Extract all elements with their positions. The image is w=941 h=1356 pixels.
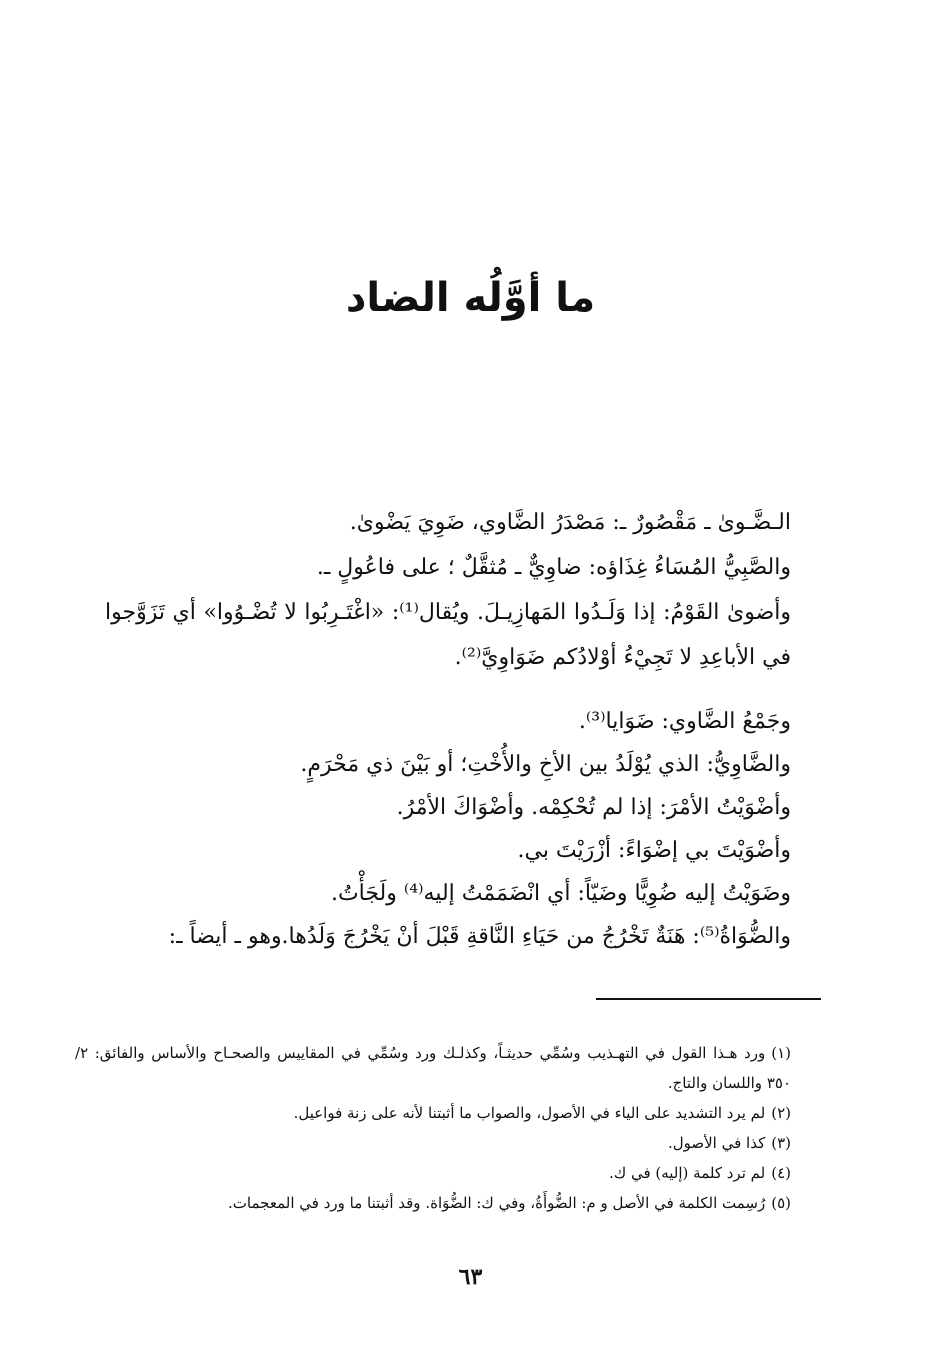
paragraph-dawiyy: والضَّاوِيُّ: الذي يُوْلَدُ بين الأخِ والأُخْتِ؛ أو بَيْنَ ذي مَحْرَمٍ. <box>300 752 791 777</box>
paragraph-adwa-qawm: وأضوىٰ القَوْمُ: إذا وَلَـدُوا المَهازِيـلَ. ويُقال⁽¹⁾: «اغْتَـرِبُوا لا تُضْـوُوا» أي تَزَوَّجوا في الأباعِدِ لا تَجِيْءُ أوْلادُكم ضَوَاوِيَّ⁽²⁾. <box>105 600 791 670</box>
footnote-item <box>75 1128 791 1158</box>
footnote-number: (٣) <box>771 1134 791 1152</box>
footnote-item <box>75 1098 791 1128</box>
page-number: ٦٣ <box>458 1264 483 1290</box>
footnote-text: لم ترد كلمة (إليه) في ك. <box>609 1164 766 1182</box>
footnote-text: رُسِمت الكلمة في الأصل و م: الضُّوأَةُ، وفي ك: الضُّوَاة. وقد أثبتنا ما ورد في المعجمات. <box>228 1194 766 1212</box>
footnote-item <box>75 1188 791 1218</box>
footnotes <box>75 1038 791 1218</box>
footnote-text: ورد هـذا القول في التهـذيب وسُمِّي حديثـاً، وكذلـك ورد وسُمِّي في المقاييس والصحـاح والأساس والفائق: ٢/ ٣٥٠ واللسان والتاج. <box>75 1044 791 1092</box>
paragraph-dawaytu-ilayh: وضَوَيْتُ إليه ضُوِيًّا وضَيّاً: أي انْضَمَمْتُ إليه⁽⁴⁾ ولَجَأْتُ. <box>330 881 791 906</box>
footnote-separator <box>596 998 821 1000</box>
paragraph-adwayta-bi: وأضْوَيْتَ بي إضْوَاءً: أزْرَيْتَ بي. <box>517 838 791 863</box>
paragraph-sabi-musa: والصَّبِيُّ المُسَاءُ غِذَاؤه: ضاوِيٌّ ـ مُثقَّلٌ ؛ على فاعُولٍ ـ. <box>316 555 791 580</box>
paragraph-dawa-definition: الـضَّـوىٰ ـ مَقْصُورٌ ـ: مَصْدَرُ الضَّاوي، ضَوِيَ يَضْوىٰ. <box>349 510 791 535</box>
footnote-number: (٥) <box>771 1194 791 1212</box>
chapter-title: ما أوَّلُه الضاد <box>345 275 596 321</box>
footnote-item <box>75 1158 791 1188</box>
main-text-block-1 <box>105 500 791 680</box>
main-text-block-2 <box>105 700 791 958</box>
footnote-text: كذا في الأصول. <box>667 1134 766 1152</box>
paragraph-adwaytu-amr: وأضْوَيْتُ الأمْرَ: إذا لم تُحْكِمْه. وأضْوَاكَ الأمْرُ. <box>396 795 791 820</box>
footnote-number: (٤) <box>771 1164 791 1182</box>
paragraph-jam-dawi: وجَمْعُ الضَّاوي: ضَوَايا⁽³⁾. <box>578 709 791 734</box>
footnote-number: (١) <box>771 1044 791 1062</box>
footnote-text: لم يرد التشديد على الياء في الأصول، والصواب ما أثبتنا لأنه على زنة فواعيل. <box>293 1104 766 1122</box>
footnote-item <box>75 1038 791 1098</box>
footnote-number: (٢) <box>771 1104 791 1122</box>
paragraph-duwat: والضُّوَاةُ⁽⁵⁾: هَنَةٌ تَخْرُجُ من حَيَاءِ النَّاقةِ قَبْلَ أنْ يَخْرُجَ وَلَدُها.وهو ـ أيضاً ـ: <box>168 924 791 949</box>
